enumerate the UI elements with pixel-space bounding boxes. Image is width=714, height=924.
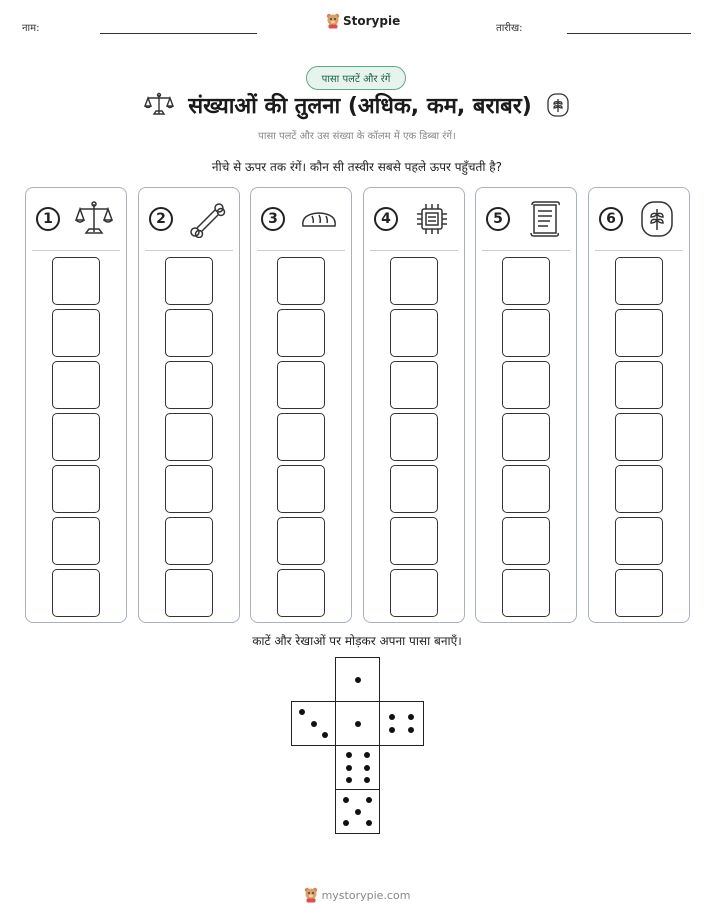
color-box[interactable]: [277, 413, 325, 461]
column-5: [475, 187, 577, 623]
wheat-badge-icon: [637, 200, 677, 238]
column-number: 2: [149, 207, 173, 231]
column-divider: [257, 250, 345, 251]
color-box[interactable]: [277, 257, 325, 305]
column-divider: [145, 250, 233, 251]
color-box[interactable]: [277, 569, 325, 617]
color-box[interactable]: [615, 361, 663, 409]
color-box[interactable]: [390, 361, 438, 409]
die-pip: [311, 721, 317, 727]
color-box[interactable]: [165, 413, 213, 461]
activity-pill: पासा पलटें और रंगें: [306, 66, 406, 90]
die-pip: [366, 820, 372, 826]
column-number: 1: [36, 207, 60, 231]
die-pip: [355, 721, 361, 727]
bread-icon: [299, 200, 339, 238]
microchip-icon: [412, 200, 452, 238]
die-pip: [408, 714, 414, 720]
name-label: नाम:: [22, 23, 40, 34]
die-pip: [408, 727, 414, 733]
die-face-1: [335, 701, 380, 746]
date-label: तारीख:: [496, 23, 523, 34]
column-1: [25, 187, 127, 623]
die-face-4: [379, 701, 424, 746]
brand-name: Storypie: [343, 14, 401, 28]
color-box[interactable]: [165, 465, 213, 513]
column-header: [139, 188, 239, 250]
column-header: [364, 188, 464, 250]
color-box[interactable]: [615, 309, 663, 357]
die-pip: [355, 809, 361, 815]
page-title: संख्याओं की तुलना (अधिक, कम, बराबर): [188, 94, 532, 119]
bear-mascot-icon: [326, 13, 340, 29]
color-box[interactable]: [390, 257, 438, 305]
color-box[interactable]: [390, 517, 438, 565]
color-box[interactable]: [277, 465, 325, 513]
column-header: [251, 188, 351, 250]
die-pip: [322, 732, 328, 738]
date-line[interactable]: [567, 33, 691, 34]
color-box[interactable]: [615, 465, 663, 513]
column-6: [588, 187, 690, 623]
color-box[interactable]: [52, 361, 100, 409]
die-face-3: [291, 701, 336, 746]
color-box[interactable]: [390, 309, 438, 357]
color-box[interactable]: [502, 465, 550, 513]
instruction: नीचे से ऊपर तक रंगें। कौन सी तस्वीर सबसे पहले ऊपर पहुँचती है?: [211, 160, 503, 174]
die-pip: [364, 752, 370, 758]
color-box[interactable]: [615, 517, 663, 565]
color-box[interactable]: [615, 413, 663, 461]
color-box[interactable]: [165, 309, 213, 357]
die-pip: [389, 714, 395, 720]
color-box[interactable]: [502, 257, 550, 305]
color-box[interactable]: [502, 569, 550, 617]
wheat-badge-icon: [546, 92, 570, 118]
die-pip: [366, 797, 372, 803]
die-pip: [346, 752, 352, 758]
subtitle: पासा पलटें और उस संख्या के कॉलम में एक डिब्बा रंगें।: [258, 131, 456, 142]
column-number: 4: [374, 207, 398, 231]
column-divider: [370, 250, 458, 251]
die-pip: [355, 677, 361, 683]
title-row: [0, 90, 714, 120]
die-pip: [364, 777, 370, 783]
color-box[interactable]: [502, 517, 550, 565]
cut-instruction: काटें और रेखाओं पर मोड़कर अपना पासा बनाएँ।: [252, 634, 462, 648]
die-pip: [389, 727, 395, 733]
die-face-1: [335, 657, 380, 702]
scroll-icon: [524, 200, 564, 238]
die-pip: [364, 765, 370, 771]
column-divider: [32, 250, 120, 251]
die-pip: [343, 797, 349, 803]
color-box[interactable]: [52, 413, 100, 461]
name-line[interactable]: [100, 33, 257, 34]
color-box[interactable]: [165, 517, 213, 565]
column-header: [476, 188, 576, 250]
column-number: 6: [599, 207, 623, 231]
color-box[interactable]: [52, 257, 100, 305]
color-box[interactable]: [277, 361, 325, 409]
footer: [0, 887, 714, 903]
bone-icon: [187, 200, 227, 238]
column-4: [363, 187, 465, 623]
color-box[interactable]: [52, 517, 100, 565]
color-box[interactable]: [165, 361, 213, 409]
bear-mascot-icon: [304, 887, 318, 903]
color-box[interactable]: [390, 413, 438, 461]
color-box[interactable]: [502, 413, 550, 461]
color-box[interactable]: [502, 361, 550, 409]
color-box[interactable]: [615, 257, 663, 305]
color-box[interactable]: [165, 257, 213, 305]
column-divider: [482, 250, 570, 251]
footer-url[interactable]: mystorypie.com: [321, 888, 411, 902]
column-header: [589, 188, 689, 250]
column-3: [250, 187, 352, 623]
color-box[interactable]: [502, 309, 550, 357]
color-box[interactable]: [52, 309, 100, 357]
color-box[interactable]: [52, 569, 100, 617]
column-number: 3: [261, 207, 285, 231]
die-pip: [346, 765, 352, 771]
die-face-5: [335, 789, 380, 834]
color-box[interactable]: [165, 569, 213, 617]
die-pip: [343, 820, 349, 826]
color-box[interactable]: [390, 569, 438, 617]
column-divider: [595, 250, 683, 251]
column-number: 5: [486, 207, 510, 231]
die-pip: [299, 709, 305, 715]
balance-scale-icon: [144, 92, 174, 118]
die-face-6: [335, 745, 380, 790]
color-box[interactable]: [52, 465, 100, 513]
color-box[interactable]: [390, 465, 438, 513]
color-box[interactable]: [615, 569, 663, 617]
color-box[interactable]: [277, 517, 325, 565]
color-box[interactable]: [277, 309, 325, 357]
die-pip: [346, 777, 352, 783]
column-2: [138, 187, 240, 623]
balance-scale-icon: [74, 200, 114, 238]
brand-logo: [326, 13, 400, 29]
column-header: [26, 188, 126, 250]
